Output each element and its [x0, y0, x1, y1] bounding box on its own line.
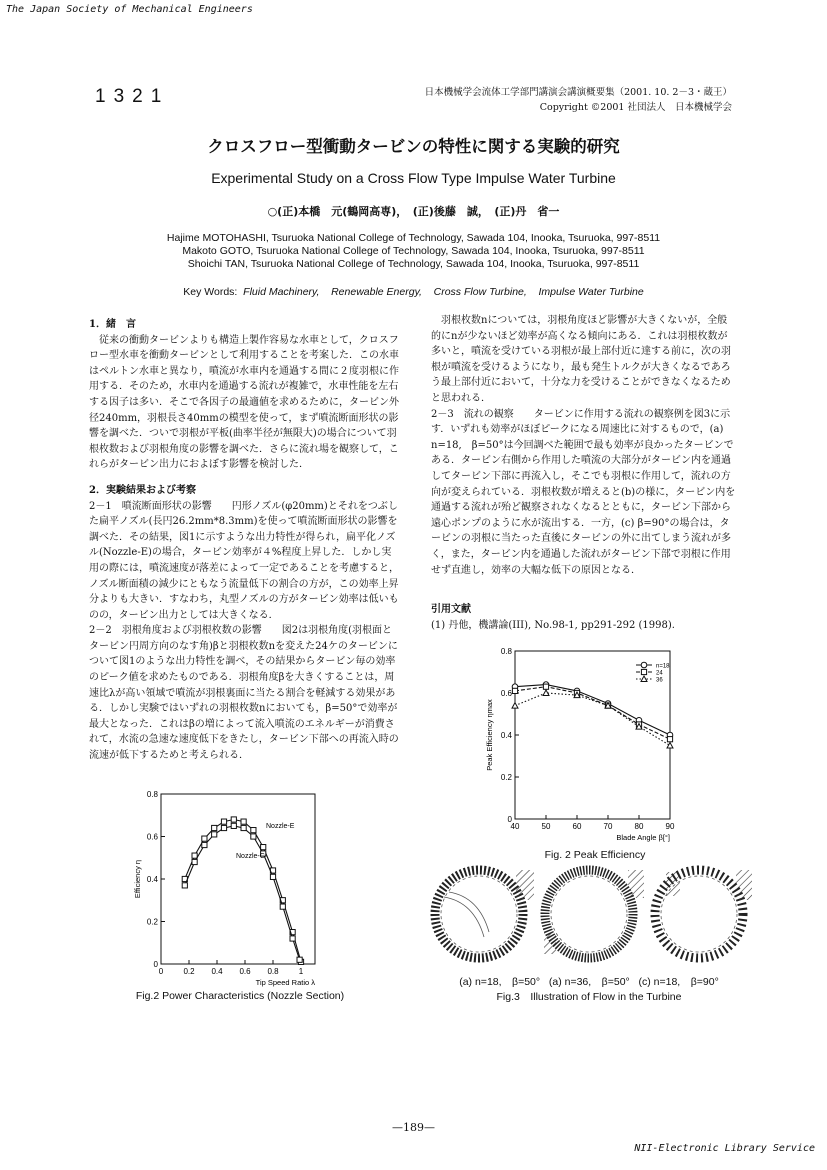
keyword: Impulse Water Turbine — [538, 286, 644, 298]
data-point — [212, 825, 217, 830]
y-tick-label: 0.4 — [500, 731, 512, 740]
title-japanese: クロスフロー型衝動タービンの特性に関する実験的研究 — [207, 137, 620, 156]
x-tick-label: 0.2 — [183, 967, 195, 976]
section-heading: 1．緒 言 — [89, 319, 136, 330]
y-tick-label: 0 — [507, 815, 512, 824]
keyword: Renewable Energy, — [331, 286, 422, 298]
turbine-a — [435, 870, 534, 958]
data-point — [270, 874, 275, 879]
y-axis-label: Peak Efficiency ηmax — [485, 699, 494, 771]
data-point — [261, 845, 266, 850]
paragraph: 羽根枚数nについては，羽根角度ほど影響が大きくないが，全般的にnが少ないほど効率が高くなる傾向にある．これは羽根枚数が多いと，噴流を受けている羽根が最上部付近に達する前に，次の羽根が噴流を受けるようになり，最も発生トルクが大きくなるであろう最上部付近において，十分な力を受けることができなくなるためと思われる． — [431, 315, 731, 404]
data-point — [641, 669, 646, 674]
x-tick-label: 90 — [665, 822, 675, 831]
turbine-b — [544, 870, 644, 958]
affiliations — [0, 232, 827, 271]
series-line — [515, 693, 670, 746]
data-point — [192, 859, 197, 864]
x-tick-label: 0 — [158, 967, 164, 976]
data-point — [641, 676, 647, 682]
data-point — [667, 743, 673, 749]
affiliation-line: Makoto GOTO, Tsuruoka National College of Technology, Sawada 104, Inooka, Tsuruoka, 997-8511 — [182, 245, 645, 257]
data-point — [231, 817, 236, 822]
y-tick-label: 0.6 — [500, 689, 512, 698]
series-line — [515, 685, 670, 735]
data-point — [251, 828, 256, 833]
paragraph: 2－1 噴流断面形状の影響 円形ノズル(φ20mm)とそれをつぶした扁平ノズル(長円26.2mm*8.3mm)を使って噴流断面形状の影響を調べた．その結果，図1に示すような出力特性が得られ，扁平化ノズル(Nozzle-E)の場合，タービン効率が４%程度上昇した．しかし実用の際には，噴流速度が落差によって一定であることを考慮すると，ノズル断面積の減少にともなう流量低下の割合の方が，この効率上昇分よりも大きい．すなわち，丸型ノズルの方がタービン効率は低いものの，タービン出力としては大きくなる． — [89, 500, 399, 621]
data-point — [297, 957, 302, 962]
chart-peak-efficiency — [480, 645, 700, 850]
x-tick-label: 70 — [603, 822, 613, 831]
x-tick-label: 1 — [298, 967, 304, 976]
legend-label: n=18 — [656, 663, 670, 670]
panel-label: (a) n=36, β=50° — [548, 976, 630, 988]
data-point — [512, 703, 518, 709]
x-tick-label: 0.4 — [211, 967, 223, 976]
title-english: Experimental Study on a Cross Flow Type Impulse Water Turbine — [211, 170, 616, 186]
chart-power-characteristics — [133, 790, 328, 990]
figure3-panel-labels — [424, 974, 754, 989]
authors-japanese: ○(正)本橋 元(鶴岡高専)， (正)後藤 誠， (正)丹 省一 — [267, 205, 560, 218]
x-tick-label: 50 — [541, 822, 551, 831]
page-number: —189— — [392, 1121, 435, 1134]
data-point — [241, 819, 246, 824]
data-point — [202, 836, 207, 841]
data-point — [221, 819, 226, 824]
paragraph: 2－3 流れの観察 タービンに作用する流れの観察例を図3に示す．いずれも効率がほぼピークになる周速比に対するもので，(a) n=18, β=50°は今回調べた範囲で最も効率が良かったタービンである．タービン右側から作用した噴流の大部分がタービン内を通過してタービン下部に再流入し，そこでも羽根に作用して，流れの方向が変えられている．羽根枚数が増えると(b)の様に，タービン内を通過する流れが殆ど観察されなくなるとともに，タービン下部から遠心ポンプのように水が流出する．一方，(c) β=90°の場合は，タービンの羽根に当たった直後にタービンの外に出てしまう流れが多く，また，タービン内を通過した流れがタービン下部で羽根に作用せず直進し，効率の大幅な低下の原因となる． — [431, 408, 736, 576]
copyright-line: Copyright ©2001 社団法人 日本機械学会 — [539, 102, 732, 113]
plot-frame — [515, 651, 670, 819]
y-tick-label: 0 — [153, 960, 158, 969]
data-point — [543, 684, 548, 689]
x-tick-label: 80 — [634, 822, 644, 831]
data-point — [231, 823, 236, 828]
data-point — [192, 853, 197, 858]
figure-caption: Fig. 2 Peak Efficiency — [544, 849, 646, 861]
turbine-c — [655, 870, 752, 958]
x-tick-label: 40 — [510, 822, 520, 831]
figure-caption: Fig.2 Power Characteristics (Nozzle Section) — [135, 990, 345, 1002]
data-point — [251, 834, 256, 839]
paragraph: 2－2 羽根角度および羽根枚数の影響 図2は羽根角度(羽根面とタービン円周方向のなす角)βと羽根枚数nを変えた24ケのタービンについて図1のような出力特性を調べ，その結果からタービン毎の効率のピーク値を求めたものである．羽根角度βを大きくすることは，周速比λが高い領域で噴流が羽根裏面に当たる割合を軽減する効果がある．しかし実験ではいずれの羽根枚数nにおいても，β=50°で効率が最大となった．これはβの増によって流入噴流のエネルギーが消費されて，水流の急速な速度低下をきたし，タービン下部への再流入時の流速が低下するためと考えられる． — [89, 625, 399, 762]
section-heading: 2．実験結果および考察 — [89, 484, 196, 496]
y-axis-label: Efficiency η — [133, 859, 142, 899]
y-tick-label: 0.4 — [146, 875, 158, 884]
paragraph: 従来の衝動タービンよりも構造上製作容易な水車として，クロスフロー型水車を衝動タービンとして利用することを考案した．この水車はペルトン水車と異なり，噴流が水車内を通過する間に２度羽根に作用する．そのため，水車内を通過する流れが複雑で，水車性能を左右する因子は多い．そこで各因子の最適値を求めるために，タービン外径240mm，羽根長さ40mmの模型を使って，まず噴流断面形状の影響を調べた．ついで羽根が平板(曲率半径が無限大)の場合について羽根枚数および羽根角度の影響を調べた．さらに流れ場を観察して，これらがタービン出力におよぼす影響を検討した． — [89, 334, 399, 471]
right-column — [431, 313, 737, 578]
reference-item: (1) 丹他，機講論(III), No.98-1, pp291-292 (1998). — [431, 620, 675, 631]
series-label: Nozzle-E — [266, 823, 295, 830]
panel-label: (c) n=18, β=90° — [638, 976, 719, 988]
figure3-caption: Fig.3 Illustration of Flow in the Turbine — [496, 991, 682, 1003]
data-point — [221, 825, 226, 830]
conference-info — [425, 85, 732, 115]
legend-label: 36 — [656, 677, 663, 684]
keywords-label: Key Words: — [183, 286, 238, 298]
data-point — [202, 842, 207, 847]
legend-label: 24 — [656, 670, 663, 677]
keyword: Cross Flow Turbine, — [433, 286, 527, 298]
x-axis-label: Blade Angle β[°] — [616, 833, 670, 842]
running-head: The Japan Society of Mechanical Engineers — [6, 4, 253, 15]
series-label: Nozzle-C — [236, 853, 265, 860]
left-column — [89, 313, 401, 764]
y-tick-label: 0.6 — [146, 832, 158, 842]
affiliation-line: Shoichi TAN, Tsuruoka National College of Technology, Sawada 104, Inooka, Tsuruoka, 997-8511 — [187, 258, 640, 270]
references-heading: 引用文献 — [431, 604, 471, 615]
figure3-illustrations — [424, 862, 754, 972]
data-point — [241, 825, 246, 830]
footer-service: NII-Electronic Library Service — [634, 1143, 815, 1154]
x-tick-label: 0.8 — [267, 967, 279, 976]
data-point — [290, 936, 295, 941]
x-axis-label: Tip Speed Ratio λ — [255, 978, 315, 987]
data-point — [182, 883, 187, 888]
y-tick-label: 0.8 — [500, 647, 512, 656]
keywords — [0, 286, 827, 298]
affiliation-line: Hajime MOTOHASHI, Tsuruoka National College of Technology, Sawada 104, Inooka, Tsuruoka, 997-8511 — [166, 232, 661, 244]
paper-number: 1321 — [95, 86, 170, 107]
keyword: Fluid Machinery, — [243, 286, 320, 298]
x-tick-label: 0.6 — [239, 967, 251, 976]
y-tick-label: 0.8 — [146, 790, 158, 799]
data-point — [512, 688, 517, 693]
references — [431, 602, 737, 634]
data-point — [280, 904, 285, 909]
y-tick-label: 0.2 — [146, 917, 158, 927]
data-point — [667, 737, 672, 742]
panel-label: (a) n=18, β=50° — [459, 976, 541, 988]
x-tick-label: 60 — [572, 822, 582, 831]
data-point — [212, 832, 217, 837]
data-point — [641, 662, 647, 668]
y-tick-label: 0.2 — [500, 773, 512, 782]
conference-line: 日本機械学会流体工学部門講演会講演概要集（2001. 10. 2－3・蔵王） — [424, 87, 732, 98]
